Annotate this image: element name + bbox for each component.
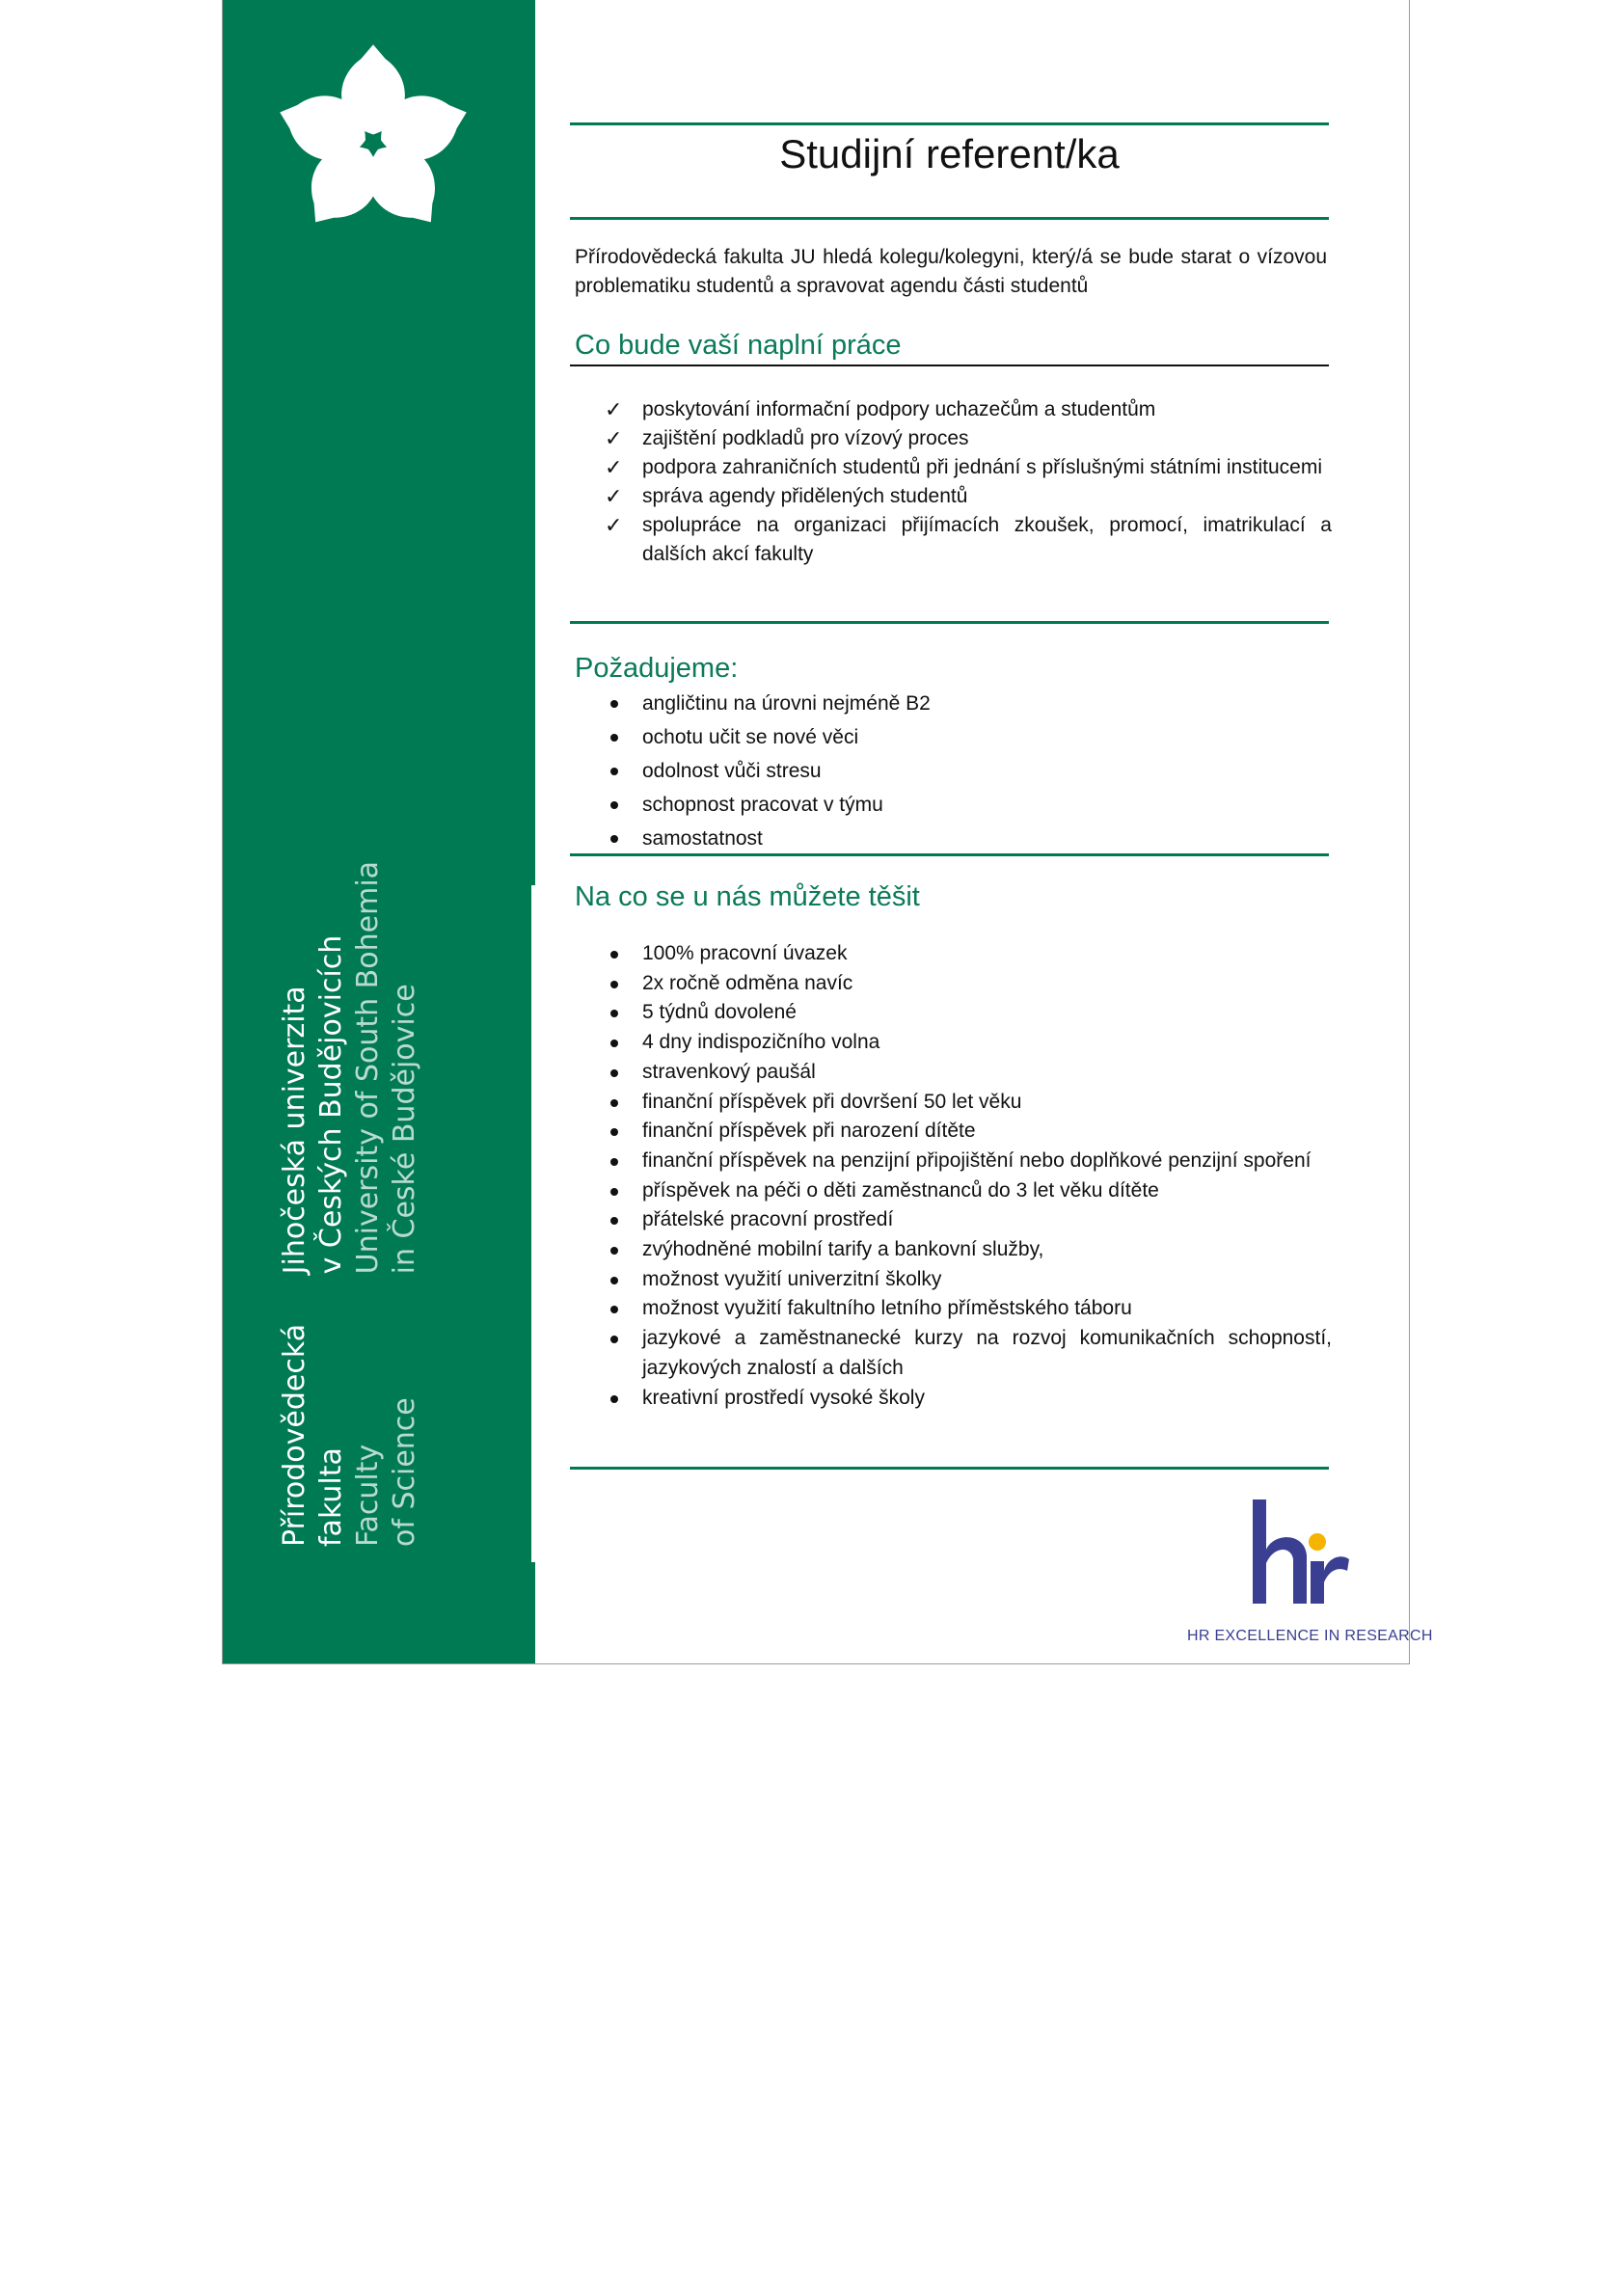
university-name-block <box>277 861 423 1274</box>
benefits-bottom-rule <box>570 1467 1329 1470</box>
list-item: finanční příspěvek na penzijní připojištění nebo doplňkové penzijní spoření <box>570 1147 1332 1176</box>
duties-heading: Co bude vaší naplní práce <box>575 330 902 361</box>
bullet-icon <box>610 1099 618 1107</box>
bullet-icon <box>610 1217 618 1225</box>
bullet-icon <box>610 768 618 775</box>
list-item: schopnost pracovat v týmu <box>570 788 1332 822</box>
bullet-icon <box>610 734 618 742</box>
bullet-icon <box>610 1395 618 1403</box>
list-item: finanční příspěvek při dovršení 50 let věku <box>570 1088 1332 1118</box>
list-item: ✓ spolupráce na organizaci přijímacích zkoušek, promocí, imatrikulací a dalších akcí fakulty <box>605 513 1332 565</box>
bullet-icon <box>610 1306 618 1313</box>
faculty-name-block <box>277 1324 423 1547</box>
list-item: zvýhodněné mobilní tarify a bankovní služby, <box>570 1235 1332 1265</box>
list-item: stravenkový paušál <box>570 1058 1332 1088</box>
list-item: ✓ podpora zahraničních studentů při jednání s příslušnými státními institucemi <box>570 453 1332 482</box>
checkmark-icon: ✓ <box>605 397 623 421</box>
university-name-en-line-2: in České Budějovice <box>388 984 421 1275</box>
bullet-icon <box>610 1010 618 1017</box>
duties-bottom-rule <box>570 621 1329 624</box>
benefits-heading: Na co se u nás můžete těšit <box>575 881 920 912</box>
bullet-icon <box>610 700 618 708</box>
list-item: angličtinu na úrovni nejméně B2 <box>570 687 1332 720</box>
faculty-name-en-line-1: Faculty <box>351 1444 385 1547</box>
checkmark-icon: ✓ <box>605 513 623 537</box>
list-item: ✓ zajištění podkladů pro vízový proces <box>570 424 1332 453</box>
university-flower-logo-icon <box>271 41 475 245</box>
faculty-name-cz-line-1: Přírodovědecká <box>278 1323 311 1547</box>
list-item: samostatnost <box>570 822 1332 855</box>
bullet-icon <box>610 951 618 959</box>
bullet-icon <box>610 1336 618 1343</box>
list-item: 2x ročně odměna navíc <box>570 969 1332 999</box>
bullet-icon <box>610 1247 618 1255</box>
list-item: příspěvek na péči o děti zaměstnanců do 3 let věku dítěte <box>570 1176 1332 1206</box>
university-name-en-line-1: University of South Bohemia <box>351 860 385 1275</box>
bullet-icon <box>610 1040 618 1047</box>
list-item: možnost využití fakultního letního příměstského táboru <box>570 1294 1332 1324</box>
list-item: odolnost vůči stresu <box>570 754 1332 788</box>
bullet-icon <box>610 1158 618 1166</box>
page-title: Studijní referent/ka <box>779 131 1120 176</box>
duties-heading-rule <box>570 365 1329 366</box>
bullet-icon <box>610 1069 618 1077</box>
bullet-icon <box>610 1128 618 1136</box>
bullet-icon <box>610 801 618 809</box>
checkmark-icon: ✓ <box>605 484 623 508</box>
requirements-heading: Požadujeme: <box>575 653 739 684</box>
university-name-cz-line-1: Jihočeská univerzita <box>278 986 311 1275</box>
list-item: ✓ poskytování informační podpory uchazečům a studentům <box>570 395 1332 424</box>
checkmark-icon: ✓ <box>605 426 623 450</box>
faculty-name-cz-line-2: fakulta <box>314 1447 348 1547</box>
requirements-bottom-rule <box>570 853 1329 856</box>
list-item: 5 týdnů dovolené <box>570 998 1332 1028</box>
faculty-name-en-line-2: of Science <box>388 1397 421 1547</box>
green-sidebar <box>223 0 535 1663</box>
faculty-vertical-text <box>277 861 423 1547</box>
hr-excellence-caption: HR EXCELLENCE IN RESEARCH <box>1187 1628 1433 1644</box>
bullet-icon <box>610 835 618 843</box>
duties-list <box>570 395 1332 569</box>
requirements-list <box>570 687 1332 855</box>
bullet-icon <box>610 1277 618 1284</box>
checkmark-icon: ✓ <box>605 455 623 479</box>
list-item: jazykové a zaměstnanecké kurzy na rozvoj komunikačních schopností, jazykových znalostí a dalších <box>570 1324 1332 1383</box>
list-item: finanční příspěvek při narození dítěte <box>570 1117 1332 1147</box>
list-item: přátelské pracovní prostředí <box>570 1205 1332 1235</box>
intro-paragraph: Přírodovědecká fakulta JU hledá kolegu/kolegyni, který/á se bude starat o vízovou problematiku studentů a spravovat agendu části studentů <box>575 246 1327 297</box>
job-poster <box>222 0 1433 1664</box>
list-item: ochotu učit se nové věci <box>570 720 1332 754</box>
list-item: možnost využití univerzitní školky <box>570 1265 1332 1295</box>
list-item: 4 dny indispozičního volna <box>570 1028 1332 1058</box>
bullet-icon <box>610 1188 618 1196</box>
list-item: ✓ správa agendy přidělených studentů <box>570 482 1332 511</box>
benefits-list <box>570 939 1332 1413</box>
bullet-icon <box>610 981 618 988</box>
sidebar-edge <box>531 885 537 1562</box>
hr-excellence-logo-icon <box>1245 1499 1351 1613</box>
list-item: kreativní prostředí vysoké školy <box>570 1384 1332 1414</box>
university-name-cz-line-2: v Českých Budějovicích <box>314 934 348 1275</box>
title-bottom-rule <box>570 217 1329 220</box>
list-item: 100% pracovní úvazek <box>570 939 1332 969</box>
